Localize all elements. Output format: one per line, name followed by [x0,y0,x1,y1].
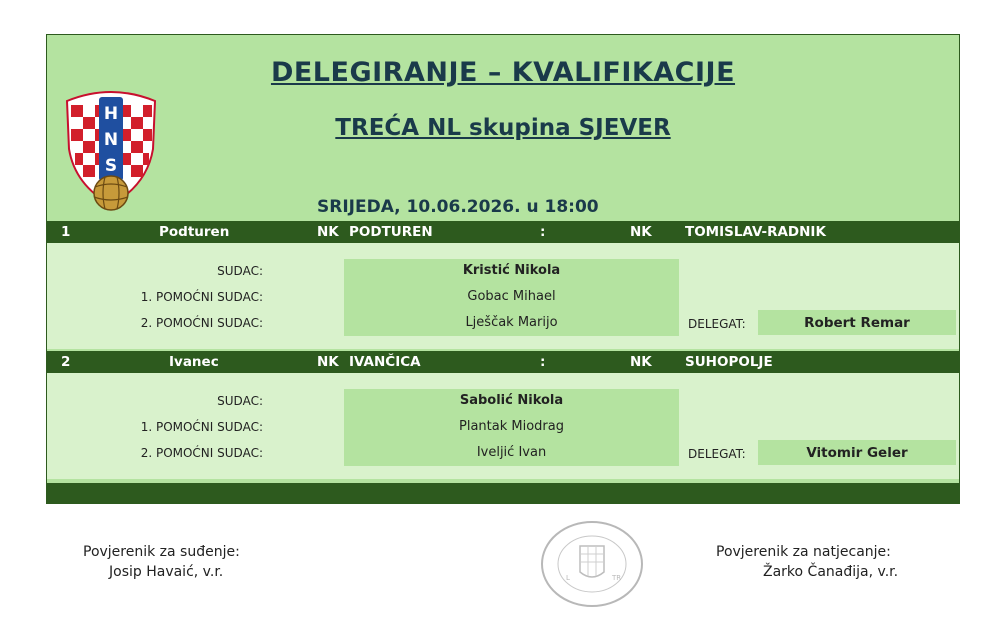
away-prefix: NK [630,224,652,240]
assistant1-label: 1. POMOĆNI SUDAC: [140,420,263,434]
score-separator: : [540,224,546,240]
away-team: TOMISLAV-RADNIK [685,224,826,240]
referee-label: SUDAC: [217,264,263,278]
away-prefix: NK [630,354,652,370]
assistant1-name: Plantak Miodrag [459,419,564,434]
match-venue: Podturen [159,224,230,240]
delegation-sheet [46,34,960,504]
home-team: IVANČICA [349,354,421,370]
signature-left [83,542,240,582]
home-prefix: NK [317,354,339,370]
match-date: SRIJEDA, 10.06.2026. u 18:00 [317,197,599,217]
away-team: SUHOPOLJE [685,354,773,370]
delegate-label: DELEGAT: [688,317,746,331]
assistant2-label: 2. POMOĆNI SUDAC: [140,316,263,330]
referee-name: Kristić Nikola [462,263,561,278]
assistant2-label: 2. POMOĆNI SUDAC: [140,446,263,460]
delegate-name: Vitomir Geler [806,445,908,461]
delegate-label: DELEGAT: [688,447,746,461]
match-header-2 [47,351,959,373]
logo-letter-h: H [103,104,119,124]
signature-left-name: Josip Havaić, v.r. [109,564,224,580]
bottom-bar [47,483,959,504]
signature-right [716,542,898,582]
assistant1-label: 1. POMOĆNI SUDAC: [140,290,263,304]
match-number: 2 [61,354,71,370]
signature-right-role: Povjerenik za natjecanje: [716,544,891,560]
home-team: PODTUREN [349,224,433,240]
stamp-seal [540,520,645,608]
referee-name: Sabolić Nikola [459,393,564,408]
signature-right-name: Žarko Čanađija, v.r. [763,564,899,580]
logo-letter-n: N [103,130,119,150]
hns-logo [61,87,161,213]
home-prefix: NK [317,224,339,240]
page-subtitle: TREĆA NL skupina SJEVER [335,115,671,141]
delegate-name: Robert Remar [804,315,910,331]
match-body-1 [47,243,959,349]
assistant1-name: Gobac Mihael [467,289,556,304]
assistant2-name: Iveljić Ivan [476,445,547,460]
assistant2-name: Lješčak Marijo [465,315,558,330]
score-separator: : [540,354,546,370]
page-title: DELEGIRANJE – KVALIFIKACIJE [270,57,736,88]
match-body-2 [47,373,959,479]
referee-label: SUDAC: [217,394,263,408]
logo-letter-s: S [104,156,118,176]
svg-text:L: L [566,574,570,582]
svg-text:TR: TR [612,574,622,582]
match-number: 1 [61,224,71,240]
signature-left-role: Povjerenik za suđenje: [83,544,240,560]
match-venue: Ivanec [169,354,219,370]
match-header-1 [47,221,959,243]
